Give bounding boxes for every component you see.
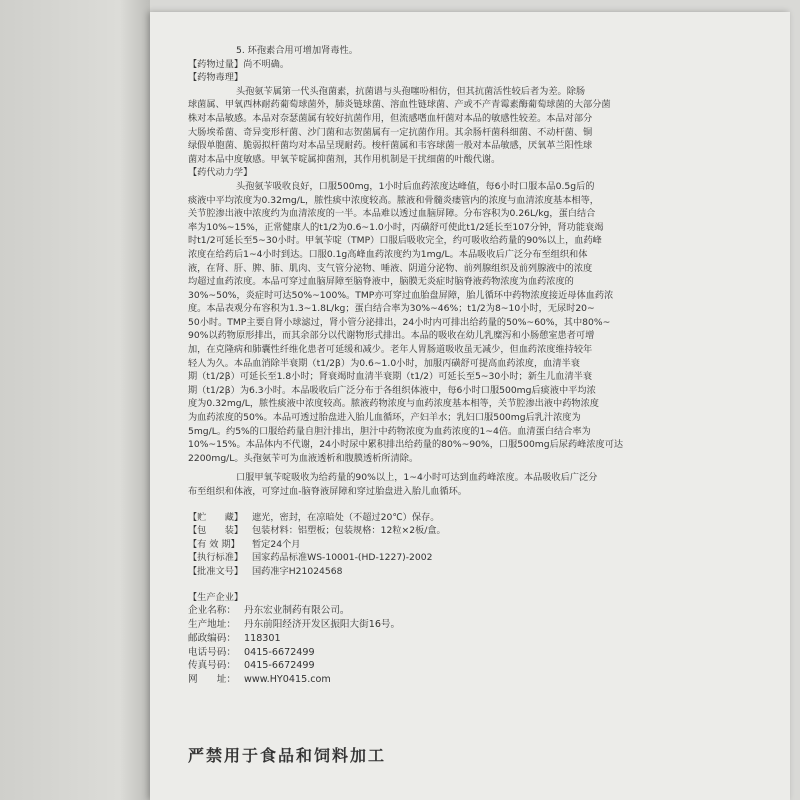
overdose-section [188, 58, 740, 72]
toxicology-line: 大肠埃希菌、奇异变形杆菌、沙门菌和志贺菌属有一定抗菌作用。其余肠杆菌科细菌、不动杆菌、铜 [188, 126, 593, 138]
page-gutter [0, 0, 150, 800]
standard-label: 【执行标准】 [188, 552, 244, 564]
manufacturer-value: 丹东前阳经济开发区振阳大街16号。 [244, 618, 401, 630]
manufacturer-label: 网 址： [188, 674, 236, 686]
website-link[interactable]: www.HY0415.com [244, 674, 331, 686]
shelf-life-label: 【有 效 期】 [188, 538, 240, 550]
pk-line: 浓度在给药后1~4小时到达。口服0.1g高峰血药浓度约为1mg/L。本品吸收后广泛分布至组织和体 [188, 248, 588, 260]
storage-row [188, 511, 740, 525]
pk-line: 期（t1/2β）可延长至1.8小时；肾衰竭时血清半衰期（t1/2）可延长至5~30小时；新生儿血清半衰 [188, 371, 593, 383]
toxicology-line: 绿假单胞菌、脆弱拟杆菌均对本品呈现耐药。梭杆菌属和韦容球菌一般对本品敏感，厌氧革兰阳性球 [188, 140, 593, 152]
pk-line: 2200mg/L。头孢氨苄可为血液透析和腹膜透析所清除。 [188, 452, 419, 464]
leaflet-content [188, 44, 740, 687]
pk-line: 关节腔渗出液中浓度约为血清浓度的一半。本品难以透过血脑屏障。分布容积为0.26L/kg，蛋白结合 [188, 208, 596, 220]
manufacturer-row [188, 673, 740, 687]
manufacturer-row [188, 604, 740, 618]
shelf-life-row [188, 538, 740, 552]
manufacturer-label: 电话号码： [188, 646, 236, 658]
manufacturer-label: 企业名称： [188, 605, 236, 617]
pk-line: 50小时。TMP主要自肾小球滤过，肾小管分泌排出，24小时内可排出给药量的50%~60%，其中80%~ [188, 316, 611, 328]
manufacturer-value: 118301 [244, 632, 281, 644]
approval-row [188, 565, 740, 579]
manufacturer-row [188, 646, 740, 660]
toxicology-line: 菌对本品中度敏感。甲氧苄啶属抑菌剂，其作用机制是干扰细菌的叶酸代谢。 [188, 153, 501, 165]
manufacturer-row [188, 618, 740, 632]
pk-line: 口服甲氧苄啶吸收为给药量的90%以上，1~4小时可达到血药峰浓度。本品吸收后广泛分 [236, 472, 598, 484]
manufacturer-label: 生产地址： [188, 618, 236, 630]
pk-line: 加，在克隆病和肺囊性纤维化患者可延缓和减少。老年人胃肠道吸收虽无减少，但血药浓度维持较年 [188, 344, 593, 356]
manufacturer-row [188, 632, 740, 646]
packaging-label: 【包 装】 [188, 525, 244, 537]
pharmacokinetics-header: 【药代动力学】 [188, 167, 253, 179]
pk-line: 液，在肾、肝、脾、肺、肌肉、支气管分泌物、唾液、阴道分泌物、前列腺组织及前列腺液中的浓度 [188, 262, 593, 274]
manufacturer-value: 丹东宏业制药有限公司。 [244, 605, 350, 617]
storage-value: 遮光，密封，在凉暗处（不超过20℃）保存。 [252, 511, 440, 523]
pk-line: 90%以药物原形排出，而其余部分以代谢物形式排出。本品的吸收在幼儿乳糜泻和小肠憩室患者可增 [188, 330, 595, 342]
pk-line: 均超过血药浓度。本品可穿过血脑屏障至脑脊液中，脑膜无炎症时脑脊液药物浓度为血药浓度的 [188, 276, 574, 288]
spacer [188, 579, 740, 591]
manufacturer-value: 0415-6672499 [244, 646, 315, 658]
manufacturer-value: 0415-6672499 [244, 660, 315, 672]
standard-row [188, 551, 740, 565]
pk-line: 头孢氨苄吸收良好，口服500mg，1小时后血药浓度达峰值，每6小时口服本品0.5g后的 [236, 180, 595, 192]
footer-warning: 严禁用于食品和饲料加工 [188, 746, 387, 765]
shelf-life-value: 暂定24个月 [252, 538, 301, 550]
pk-line: 度为0.32mg/L，脓性痰液中浓度较高。脓液药物浓度与血药浓度基本相等，关节腔渗出液中药物浓度 [188, 398, 599, 410]
toxicology-line: 株对本品敏感。本品对奈瑟菌属有较好抗菌作用，但流感嗜血杆菌对本品的敏感性较差。本品对部分 [188, 112, 593, 124]
manufacturer-label: 传真号码： [188, 660, 236, 672]
pk-line: 30%~50%，炎症时可达50%~100%。TMP亦可穿过血胎盘屏障，胎儿循环中药物浓度接近母体血药浓 [188, 289, 614, 301]
pk-line: 布至组织和体液，可穿过血-脑脊液屏障和穿过胎盘进入胎儿血循环。 [188, 486, 467, 497]
packaging-row [188, 524, 740, 538]
pk-line: 为血药浓度的50%。本品可透过胎盘进入胎儿血循环，产妇羊水；乳妇口服500mg后乳汁浓度为 [188, 412, 581, 424]
toxicology-line: 球菌属、甲氧西林耐药葡萄球菌外，肺炎链球菌、溶血性链球菌、产或不产青霉素酶葡萄球菌的大部分菌 [188, 99, 611, 111]
toxicology-line: 头孢氨苄属第一代头孢菌素，抗菌谱与头孢噻吩相仿，但其抗菌活性较后者为差。除肠 [236, 85, 586, 97]
spacer [188, 499, 740, 511]
pk-line: 率为10%~15%，正常健康人的t1/2为0.6~1.0小时，丙磺舒可使此t1/2延长至107分钟，肾功能衰竭 [188, 221, 604, 233]
packaging-value: 包装材料：铝塑板；包装规格：12粒×2板/盒。 [252, 525, 446, 537]
manufacturer-label: 邮政编码： [188, 632, 236, 644]
overdose-header: 【药物过量】 [188, 58, 244, 70]
pk-line: 度。本品表观分布容积为1.3~1.8L/kg；蛋白结合率为30%~46%；t1/2为8~10小时，无尿时20~ [188, 303, 595, 315]
toxicology-header: 【药物毒理】 [188, 72, 244, 84]
interaction-item-5: 5. 环孢素合用可增加肾毒性。 [236, 45, 358, 56]
storage-label: 【贮 藏】 [188, 511, 244, 523]
pk-line: 10%~15%。本品体内不代谢，24小时尿中累积排出给药量的80%~90%，口服500mg后尿药峰浓度可达 [188, 439, 624, 451]
pk-line: 期（t1/2β）为6.3小时。本品吸收后广泛分布于各组织体液中，每6小时口服500mg后痰液中平均浓 [188, 384, 596, 396]
pk-line: 轻人为久。本品血消除半衰期（t1/2β）为0.6~1.0小时，加服丙磺舒可提高血药浓度，血清半衰 [188, 357, 580, 369]
pk-line: 5mg/L。约5%的口服给药量自胆汁排出，胆汁中药物浓度为血药浓度的1~4倍。血清蛋白结合率为 [188, 425, 591, 437]
approval-value: 国药准字H21024568 [252, 565, 343, 577]
standard-value: 国家药品标准WS-10001-(HD-1227)-2002 [252, 552, 433, 564]
pk-line: 时t1/2可延长至5~30小时。甲氧苄啶（TMP）口服后吸收完全，约可吸收给药量的90%以上，血药峰 [188, 235, 602, 247]
pk-line: 痰液中平均浓度为0.32mg/L，脓性痰中浓度较高。脓液和骨髓炎瘘管内的浓度与血清浓度基本相等， [188, 194, 599, 206]
manufacturer-row [188, 659, 740, 673]
overdose-text: 尚不明确。 [243, 58, 290, 70]
manufacturer-header: 【生产企业】 [188, 591, 244, 603]
approval-label: 【批准文号】 [188, 565, 244, 577]
